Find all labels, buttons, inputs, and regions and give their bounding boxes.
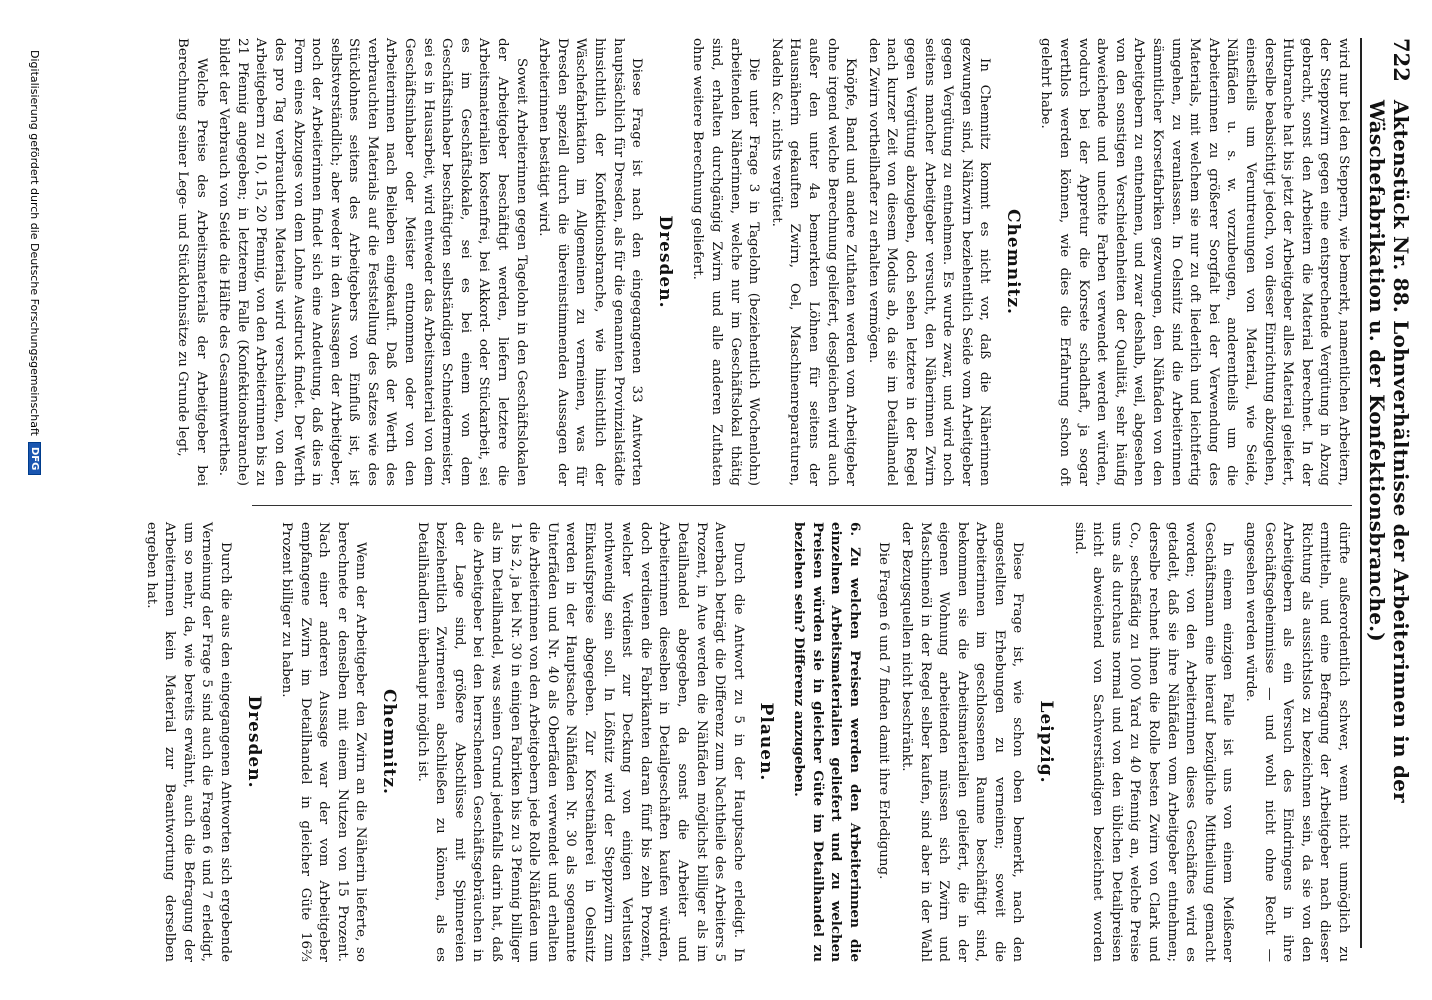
digitization-footer	[23, 50, 47, 950]
paragraph: In Chemnitz kommt es nicht vor, daß die Näherinnen gezwungen sind, Nähzwirn beziehentlich Seide vom Arbeitgeber gegen Vergütung zu entnehmen. Es wurde zwar, und wird noch seitens mancher Arbeitgeber versucht, den Näherinnen Zwirn gegen Vergütung abzugeben, doch sehen letztere in der Regel nach kurzer Zeit von diesem Modus ab, da sie im Detailhandel den Zwirn vortheilhafter zu erhalten vermögen.	[865, 38, 993, 486]
section-heading: Chemnitz.	[379, 689, 400, 795]
dfg-logo: DFG	[29, 442, 42, 475]
left-column	[174, 38, 1352, 486]
page-header	[1360, 38, 1414, 948]
header-title: Aktenstück Nr. 88. Lohnverhältnisse der Arbeiterinnen in der Wäschefabrikation u. der Konfektionsbranche.)	[1365, 99, 1413, 803]
question-text: 6. Zu welchen Preisen werden den Arbeiterinnen die einzelnen Arbeitsmaterialien geliefert und zu welchen Preisen würden sie in gleicher Güte im Detailhandel zu beziehen sein? Differenz anzugeben.	[790, 522, 863, 962]
paragraph: Durch die Antwort zu 5 in der Hauptsache erledigt. In Auerbach beträgt die Differenz zum Nachtheile des Arbeiters 5 Prozent, in Aue werden die Nähfäden möglichst billiger als im Detailhandel abgegeben, da sonst die Arbeiter und Arbeiterinnen dieselben in Detailgeschäften kaufen würden, doch verdienen die Fabrikanten daran fünf bis zehn Prozent, welcher Verdienst zur Deckung von einigen Verlusten nothwendig sein soll. In Lößnitz wird der Steppzwirn zum Einkaufspreise abgegeben. Zur Korsetnäherei in Oelsnitz werden in der Hauptsache Nähfäden Nr. 30 als sogenannte Unterfäden und Nr. 40 als Oberfäden verwendet und erhalten die Arbeiterinnen von den Arbeitgebern jede Rolle Nähfäden um 1 bis 2, ja bei Nr. 30 in einigen Fabriken bis zu 3 Pfennig billiger als im Detailhandel, was seinen Grund jedenfalls darin hat, daß die Arbeitgeber bei den herrschenden Geschäftsgebräuchen in der Lage sind, größere Abschlüsse mit Spinnereien beziehentlich Zwirnereien abschließen zu können, als es Detailhändlern überhaupt möglich ist.	[414, 522, 746, 963]
paragraph: Durch die aus den eingegangenen Antworten sich ergebende Verneinung der Frage 5 sind auch die Fragen 6 und 7 erledigt, um so mehr, da, wie bereits erwähnt, auch die Befragung der Arbeiterinnen kein Material zur Beantwortung derselben ergeben hat.	[143, 522, 233, 962]
paragraph: Soweit Arbeiterinnen gegen Tagelohn in den Geschäftslokalen der Arbeitgeber beschäftigt werden, liefern letztere die Arbeitsmaterialien kostenfrei, bei Akkord- oder Stückarbeit, sei es im Geschäftslokale, sei es bei einem von dem Geschäftsinhaber beschäftigten selbständigen Schneidermeister, sei es in Hausarbeit, wird entweder das Arbeitsmaterial von dem Geschäftsinhaber oder Meister entnommen oder von den Arbeiterinnen nach Belieben eingekauft. Daß der Werth des verbrauchten Materials auf die Feststellung des Satzes wie des Stücklohnes seitens des Arbeitgebers von Einfluß ist, ist selbstverständlich; aber weder in den Aussagen der Arbeitgeber, noch der Arbeiterinnen findet sich eine Andeutung, daß dies in Form eines Abzuges von dem Lohne Ausdruck findet. Der Werth des pro Tag verbrauchten Materials wird verschieden, von den Arbeitgebern zu 10, 15, 20 Pfennig, von den Arbeiterinnen bis zu 21 Pfennig angegeben; in letzterem Falle (Konfektionsbranche) bildet der Verbrauch von Seide die Hälfte des Gesammtwerthes.	[216, 38, 529, 486]
section-heading: Chemnitz.	[1002, 209, 1023, 315]
paragraph: Diese Frage ist nach den eingegangenen 33 Antworten hauptsächlich für Dresden, als für die genannten Provinzialstädte hinsichtlich der Konfektionsbranche, wie hinsichtlich der Wäschefabrikation im Allgemeinen zu verneinen, was für Dresden speziell durch die übereinstimmenden Aussagen der Arbeiterinnen bestätigt wird.	[536, 38, 645, 486]
paragraph: In einem einzigen Falle ist uns von einem Meißener Geschäftsmann eine hierauf bezügliche Mittheilung gemacht worden; von den Arbeiterinnen dieses Geschäftes wird es getadelt, daß sie ihre Nähfäden vom Arbeitgeber entnehmen; derselbe rechnet ihnen die Rolle besten Zwirn von Clark und Co., sechsfädig zu 1000 Yard zu 40 Pfennig an, welche Preise uns als durchaus normal und von den üblichen Detailpreisen nicht abweichend von Sachverständigen bezeichnet worden sind.	[1071, 522, 1236, 962]
right-column	[143, 522, 1352, 963]
paragraph: Die Fragen 6 und 7 finden damit ihre Erledigung.	[876, 542, 892, 880]
page-number: 722	[1389, 38, 1414, 82]
paragraph: Wenn der Arbeitgeber den Zwirn an die Näherin lieferte, so berechnete er denselben mit einem Nutzen von 15 Prozent. Nach einer anderen Aussage war der vom Arbeitgeber empfangene Zwirn im Detailhandel in gleicher Güte 16⅔ Prozent billiger zu haben.	[279, 522, 369, 962]
section-heading: Plauen.	[756, 702, 777, 782]
paragraph: Knöpfe, Band und andere Zuthaten werden vom Arbeitgeber ohne irgend welche Berechnung geliefert, desgleichen wird auch außer den unter 4a bemerkten Löhnen für seitens der Hausnäherin gekauften Zwirn, Oel, Maschinenreparaturen, Nadeln &c. nichts vergütet.	[768, 38, 859, 486]
paragraph: Diese Frage ist, wie schon oben bemerkt, nach den angestellten Erhebungen zu verneinen; soweit die Arbeiterinnen im geschlossenen Raume beschäftigt sind, bekommen sie die Arbeitsmaterialien geliefert, die in der eigenen Wohnung arbeitenden müssen sich Zwirn und Maschinenöl in der Regel selber kaufen, sind aber in der Wahl der Bezugsquellen nicht beschränkt.	[898, 522, 1026, 962]
digitization-note: Digitalisierung gefördert durch die Deutsche Forschungsgemeinschaft	[28, 50, 42, 436]
paragraph: Welche Preise des Arbeitsmaterials der Arbeitgeber bei Berechnung seiner Lege- und Stücklohnsätze zu Grunde legt,	[174, 38, 209, 486]
section-heading: Dresden.	[654, 215, 675, 309]
paragraph: Die unter Frage 3 in Tagelohn (beziehentlich Wochenlohn) arbeitenden Näherinnen, welche nur im Geschäftslokal thätig sind, erhalten durchgängig Zwirn und alle anderen Zuthaten ohne weitere Berechnung geliefert.	[690, 38, 762, 486]
paragraph: dürfte außerordentlich schwer, wenn nicht unmöglich zu ermitteln, und eine Befragung der Arbeitgeber nach dieser Richtung als aussichtslos zu bezeichnen sein, da sie von den Arbeitgebern als ein Versuch des Eindringens in ihre Geschäftsgeheimnisse — und wohl nicht ohne Recht — angesehen werden würde.	[1243, 522, 1351, 962]
paragraph: wird nur bei den Steppern, wie bemerkt, namentlichen Arbeitern, der Steppzwirn gegen eine entsprechende Vergütung in Abzug gebracht, sonst den Arbeitern die Material berechnet. In der Hutbranche hat bis jetzt der Arbeitgeber alles Material geliefert, derselbe beabsichtigt jedoch, von dieser Einrichtung abzugehen, einestheils um Veruntreuungen von Material, wie Seide, Nähfäden u. s. w. vorzubeugen, anderentheils um die Arbeiterinnen zu größerer Sorgfalt bei der Verwendung des Materials, mit welchem sie nur zu oft liederlich und leichtfertig umgehen, zu veranlassen. In Oelsnitz sind die Arbeiterinnen sämmtlicher Korsetfabriken gezwungen, den Nähfaden von den Arbeitgebern zu entnehmen, und zwar deshalb, weil, abgesehen von den sonstigen Verschiedenheiten der Qualität, sehr häufig abweichende und unechte Farben verwendet werden würden, wodurch bei der Appretur die Korsete schadhaft, ja sogar werthlos werden können, wie dies die Erfahrung schon oft gelehrt habe.	[1038, 38, 1351, 486]
section-heading: Dresden.	[243, 695, 264, 789]
section-heading: Leipzig.	[1036, 700, 1057, 784]
column-divider	[252, 505, 1352, 506]
